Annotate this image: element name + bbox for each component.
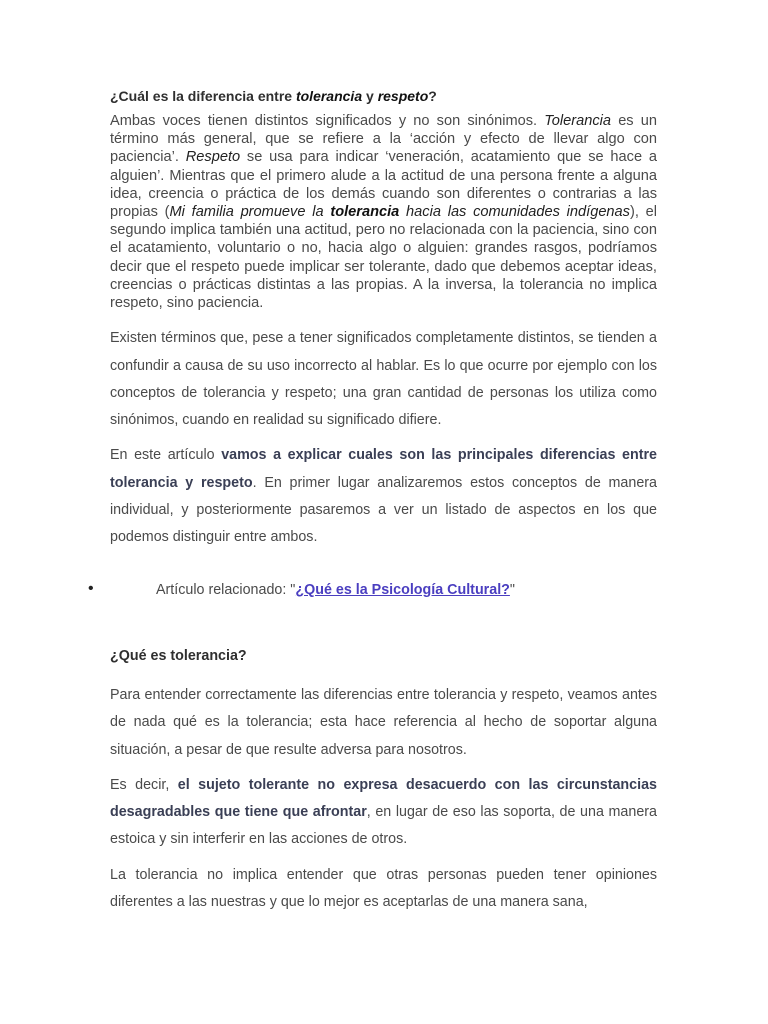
heading-suffix: ? — [428, 88, 437, 104]
tol2-pre: Es decir, — [110, 776, 178, 793]
def-s2: es un término más general, que se refiere a la ‘acción y efecto de llevar algo con paciencia’. — [110, 113, 657, 166]
heading-mid: y — [362, 88, 378, 104]
document-section-1 — [110, 88, 657, 552]
bullet-icon: • — [88, 580, 94, 597]
def-s3: se usa para indicar ‘veneración, acatamiento que se hace a alguien’. Mientras que el primero alude a la actitud de una persona frente a alguna idea, creencia o práctica de los demás cuando son diferentes o contrarias a las propias ( — [110, 149, 657, 221]
related-article-text — [156, 582, 515, 598]
tolerance-heading: ¿Qué es tolerancia? — [110, 648, 247, 664]
related-article-item — [0, 580, 768, 604]
def-example-bold: tolerancia — [330, 204, 400, 221]
def-s1: Ambas voces tienen distintos significados y no son sinónimos. — [110, 113, 545, 129]
article-paragraph — [110, 442, 657, 551]
heading-prefix: ¿Cuál es la diferencia entre — [110, 88, 296, 104]
def-example-1: Mi familia promueve la — [169, 204, 331, 221]
definition-paragraph — [110, 112, 657, 312]
tolerance-paragraph-2 — [110, 772, 657, 854]
article-pre: En este artículo — [110, 447, 222, 464]
related-article-link[interactable]: ¿Qué es la Psicología Cultural? — [295, 582, 510, 598]
tolerance-paragraph-3: La tolerancia no implica entender que otras personas pueden tener opiniones diferentes a las nuestras y que lo mejor es aceptarlas de una manera sana, — [110, 866, 657, 911]
heading-term-respeto: respeto — [377, 88, 429, 104]
tolerance-paragraph-1: Para entender correctamente las diferencias entre tolerancia y respeto, veamos antes de nada qué es la tolerancia; esta hace referencia al hecho de soportar alguna situación, a pesar de que resulte adversa para nosotros. — [110, 687, 657, 758]
tol2-post: , en lugar de eso las soporta, de una manera estoica y sin interferir en las acciones de otros. — [110, 804, 657, 848]
article-bold: vamos a explicar cuales son las principales diferencias entre tolerancia y respeto — [110, 447, 657, 491]
article-post: . En primer lugar analizaremos estos conceptos de manera individual, y posteriormente pasaremos a ver un listado de aspectos en los que podemos distinguir entre ambos. — [110, 474, 657, 546]
def-example-2: hacia las comunidades indígenas — [399, 204, 630, 221]
related-close: " — [509, 582, 515, 598]
intro-paragraph: Existen términos que, pese a tener significados completamente distintos, se tienden a confundir a causa de su uso incorrecto al hablar. Es lo que ocurre por ejemplo con los conceptos de tolerancia y respeto; una gran cantidad de personas los utiliza como sinónimos, cuando en realidad su significado difiere. — [110, 330, 657, 429]
def-respeto: Respeto — [185, 149, 241, 166]
def-tolerancia: Tolerancia — [544, 113, 612, 129]
tol2-bold: el sujeto tolerante no expresa desacuerdo con las circunstancias desagradables que tiene que afrontar — [110, 776, 657, 821]
heading-term-tolerancia: tolerancia — [295, 88, 363, 104]
def-s4: ), el segundo implica también una actitud, pero no relacionada con la paciencia, sino con el acatamiento, voluntario o no, hacia algo o alguien: grandes rasgos, podríamos decir que el respeto puede implicar ser tolerante, dado que debemos aceptar ideas, creencias o prácticas distintas a las propias. A la inversa, la tolerancia no implica respeto, sino paciencia. — [110, 204, 657, 312]
difference-heading — [110, 88, 657, 104]
document-section-2 — [110, 648, 657, 916]
related-label: Artículo relacionado: " — [156, 582, 296, 598]
